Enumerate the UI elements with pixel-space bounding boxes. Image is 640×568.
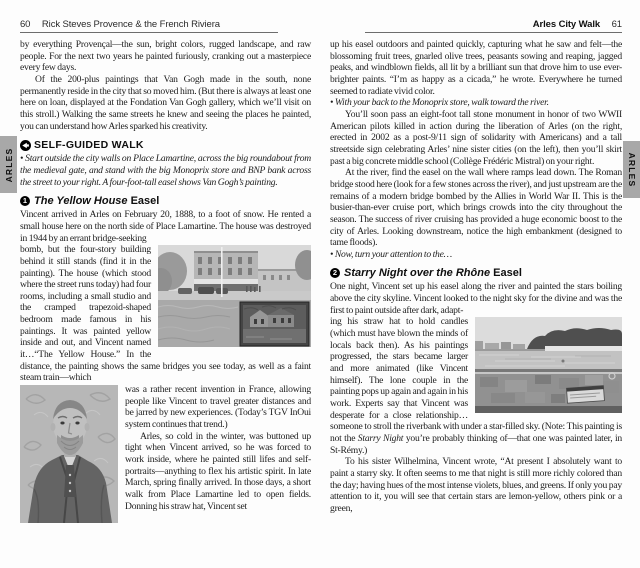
self-guided-walk-heading (20, 139, 311, 151)
paragraph-wilhelmina-letter: To his sister Wilhelmina, Vincent wrote, “At present I absolutely want to paint a starry sky. It often seems to me that night is still more richly colored than the day; having hues of the most intense violets, blues, and greens. If only you pay attention to it, you will see that certain stars are lemon-yellow, others pink or a green, (330, 456, 622, 514)
stop-2-number-badge: 2 (330, 268, 340, 278)
book-title: Rick Steves Provence & the French Riviera (41, 19, 220, 30)
page-60-text-column (20, 39, 311, 525)
easel-2-title-suffix: Easel (490, 267, 522, 280)
walk-arrow-icon (20, 140, 31, 151)
walk-directions-text: • Start outside the city walls on Place Lamartine, across the big roundabout from the medieval gate, and stand with the big Monoprix store and BNP bank across the street to your right. A four-foot-tall easel shows Van Gogh’s painting. (20, 153, 311, 188)
rhone-river-photo (475, 317, 622, 413)
van-gogh-self-portrait (20, 385, 118, 523)
running-header-right (533, 19, 622, 30)
header-rule-right (365, 32, 622, 33)
paragraph-200-plus-paintings: Of the 200-plus paintings that Van Gogh made in the south, none permanently reside in the city that so moved him. (But there is always at least one here on loan, displayed at the Fondation Van Gogh gallery, which we’ll visit on this stroll.) Walking the same streets he knew and seeing the places he painted, you can understand how Arles sparked his creativity. (20, 73, 311, 132)
easel-2-heading (330, 267, 622, 279)
stop-1-number-badge: 1 (20, 196, 30, 206)
yellow-house-section (20, 244, 311, 384)
paragraph-train-invention: was a rather recent invention in France, allowing people like Vincent to travel greater distances and be jarred by new experiences. (Today’s TGV InOui system continues that trend.) (125, 384, 311, 431)
wrap-text-post: you’re probably thinking of—that one was painted later, in St-Rémy.) (330, 433, 622, 456)
wrap-text-pre: ing his straw hat to hold candles (which must have blown the minds of locals back then). As his paintings progressed, the stars became larger and more animated (like Vincent himself). The lone couple in the painting pops up again and again in his work. Experts say that Vincent was desperate for a close relationship…someone to stroll the riverbank with under a star-filled sky. (Note: This painting is not the (330, 316, 622, 444)
place-lamartine-photo (158, 245, 311, 347)
side-tab-label: ARLES (626, 152, 637, 187)
easel-1-title-suffix: Easel (127, 195, 160, 208)
rhone-river-section (330, 316, 622, 456)
paragraph-starry-night-intro: One night, Vincent set up his easel along the river and painted the stars boiling above the city skyline. Vincent looked to the night sky for the divine and was the first to paint outside after dark, adapt- (330, 281, 622, 316)
paragraph-at-the-river: At the river, find the easel on the wall where ramps lead down. The Roman bridge stood here (look for a few stones across the river), and just upstream are the remains of a modern bridge bombed by the Allies in World War II. This is the busier-than-ever cruise port, which brings crowds into the city throughout the season. The success of river cruising has provided a huge economic boost to the city of Arles. Looking downstream, notice the high embankment (designed to tame floods). (330, 167, 622, 249)
paragraph-arles-cold: Arles, so cold in the winter, was buttoned up tight when Vincent arrived, so he was forced to work inside, where he painted still lifes and self-portraits—anything to flex his artistic spirit. In late March, spring finally arrived. In those days, a short walk from Place Lamartine led to open fields. Donning his straw hat, Vincent set (125, 430, 311, 512)
page-number-left: 60 (20, 19, 31, 30)
self-portrait-section (20, 384, 311, 525)
paragraph-vincent-arrived: Vincent arrived in Arles on February 20, 1888, to a foot of snow. He rented a small house here on the north side of Place Lamartine. The house was destroyed in 1944 by an errant bridge-seeking (20, 209, 311, 244)
walk-heading-label: SELF-GUIDED WALK (34, 139, 144, 152)
paragraph-provencal: by everything Provençal—the sun, bright colors, rugged landscape, and raw people. For the next two years he painted furiously, cranking out a masterpiece every few days. (20, 39, 311, 74)
side-tab-arles-right (623, 141, 640, 198)
easel-2-title: Starry Night over the Rhône (344, 267, 491, 280)
direction-turn-attention: • Now, turn your attention to the… (330, 248, 452, 260)
paragraph-yellow-house-wrap: bomb, but the four-story building behind it still stands (find it in the painting). The house (which stood where the street runs today) had four rooms, including a small studio and the cramped trapezoid-shaped bedroom made famous in his paintings. It was painted yellow inside and out, and Vincent named it…“The Yellow House.” In the distance, the painting shows the same bridges you see today, as well as a faint steam train—which (20, 244, 311, 384)
chapter-title: Arles City Walk (532, 19, 601, 30)
easel-1-title: The Yellow House (34, 195, 128, 208)
paragraph-monument: You’ll soon pass an eight-foot tall stone monument in honor of two WWII American pilots killed in action during the liberation of Arles (on the right, erected in 2002 as a post-9/11 sign of solidarity with Americans) and a tall streetside sign celebrating Arles’ nine sister cities (on the left), then you’ll skirt past a big concrete middle school (Collège Frédéric Mistral) on your right. (330, 108, 622, 167)
header-rule-left (20, 32, 278, 33)
easel-1-heading (20, 195, 311, 207)
paragraph-easel-outdoors: up his easel outdoors and painted quickly, capturing what he saw and felt—the blossoming fruit trees, gnarled olive trees, peasants sowing and reaping, jagged peaks, and windblown fields, all lit by a brilliant sun that drove him to use ever-brighter paints. “I’m as happy as a cicada,” he wrote. Everywhere he turned seemed to radiate vivid color. (330, 39, 622, 97)
side-tab-label: ARLES (3, 147, 14, 182)
starry-night-italic: Starry Night (357, 433, 404, 444)
page-61-text-column (330, 39, 622, 515)
direction-walk-to-river: • With your back to the Monoprix store, walk toward the river. (330, 97, 549, 109)
running-header-left (20, 19, 220, 30)
page-number-right: 61 (611, 19, 622, 30)
side-tab-arles-left (0, 136, 17, 193)
